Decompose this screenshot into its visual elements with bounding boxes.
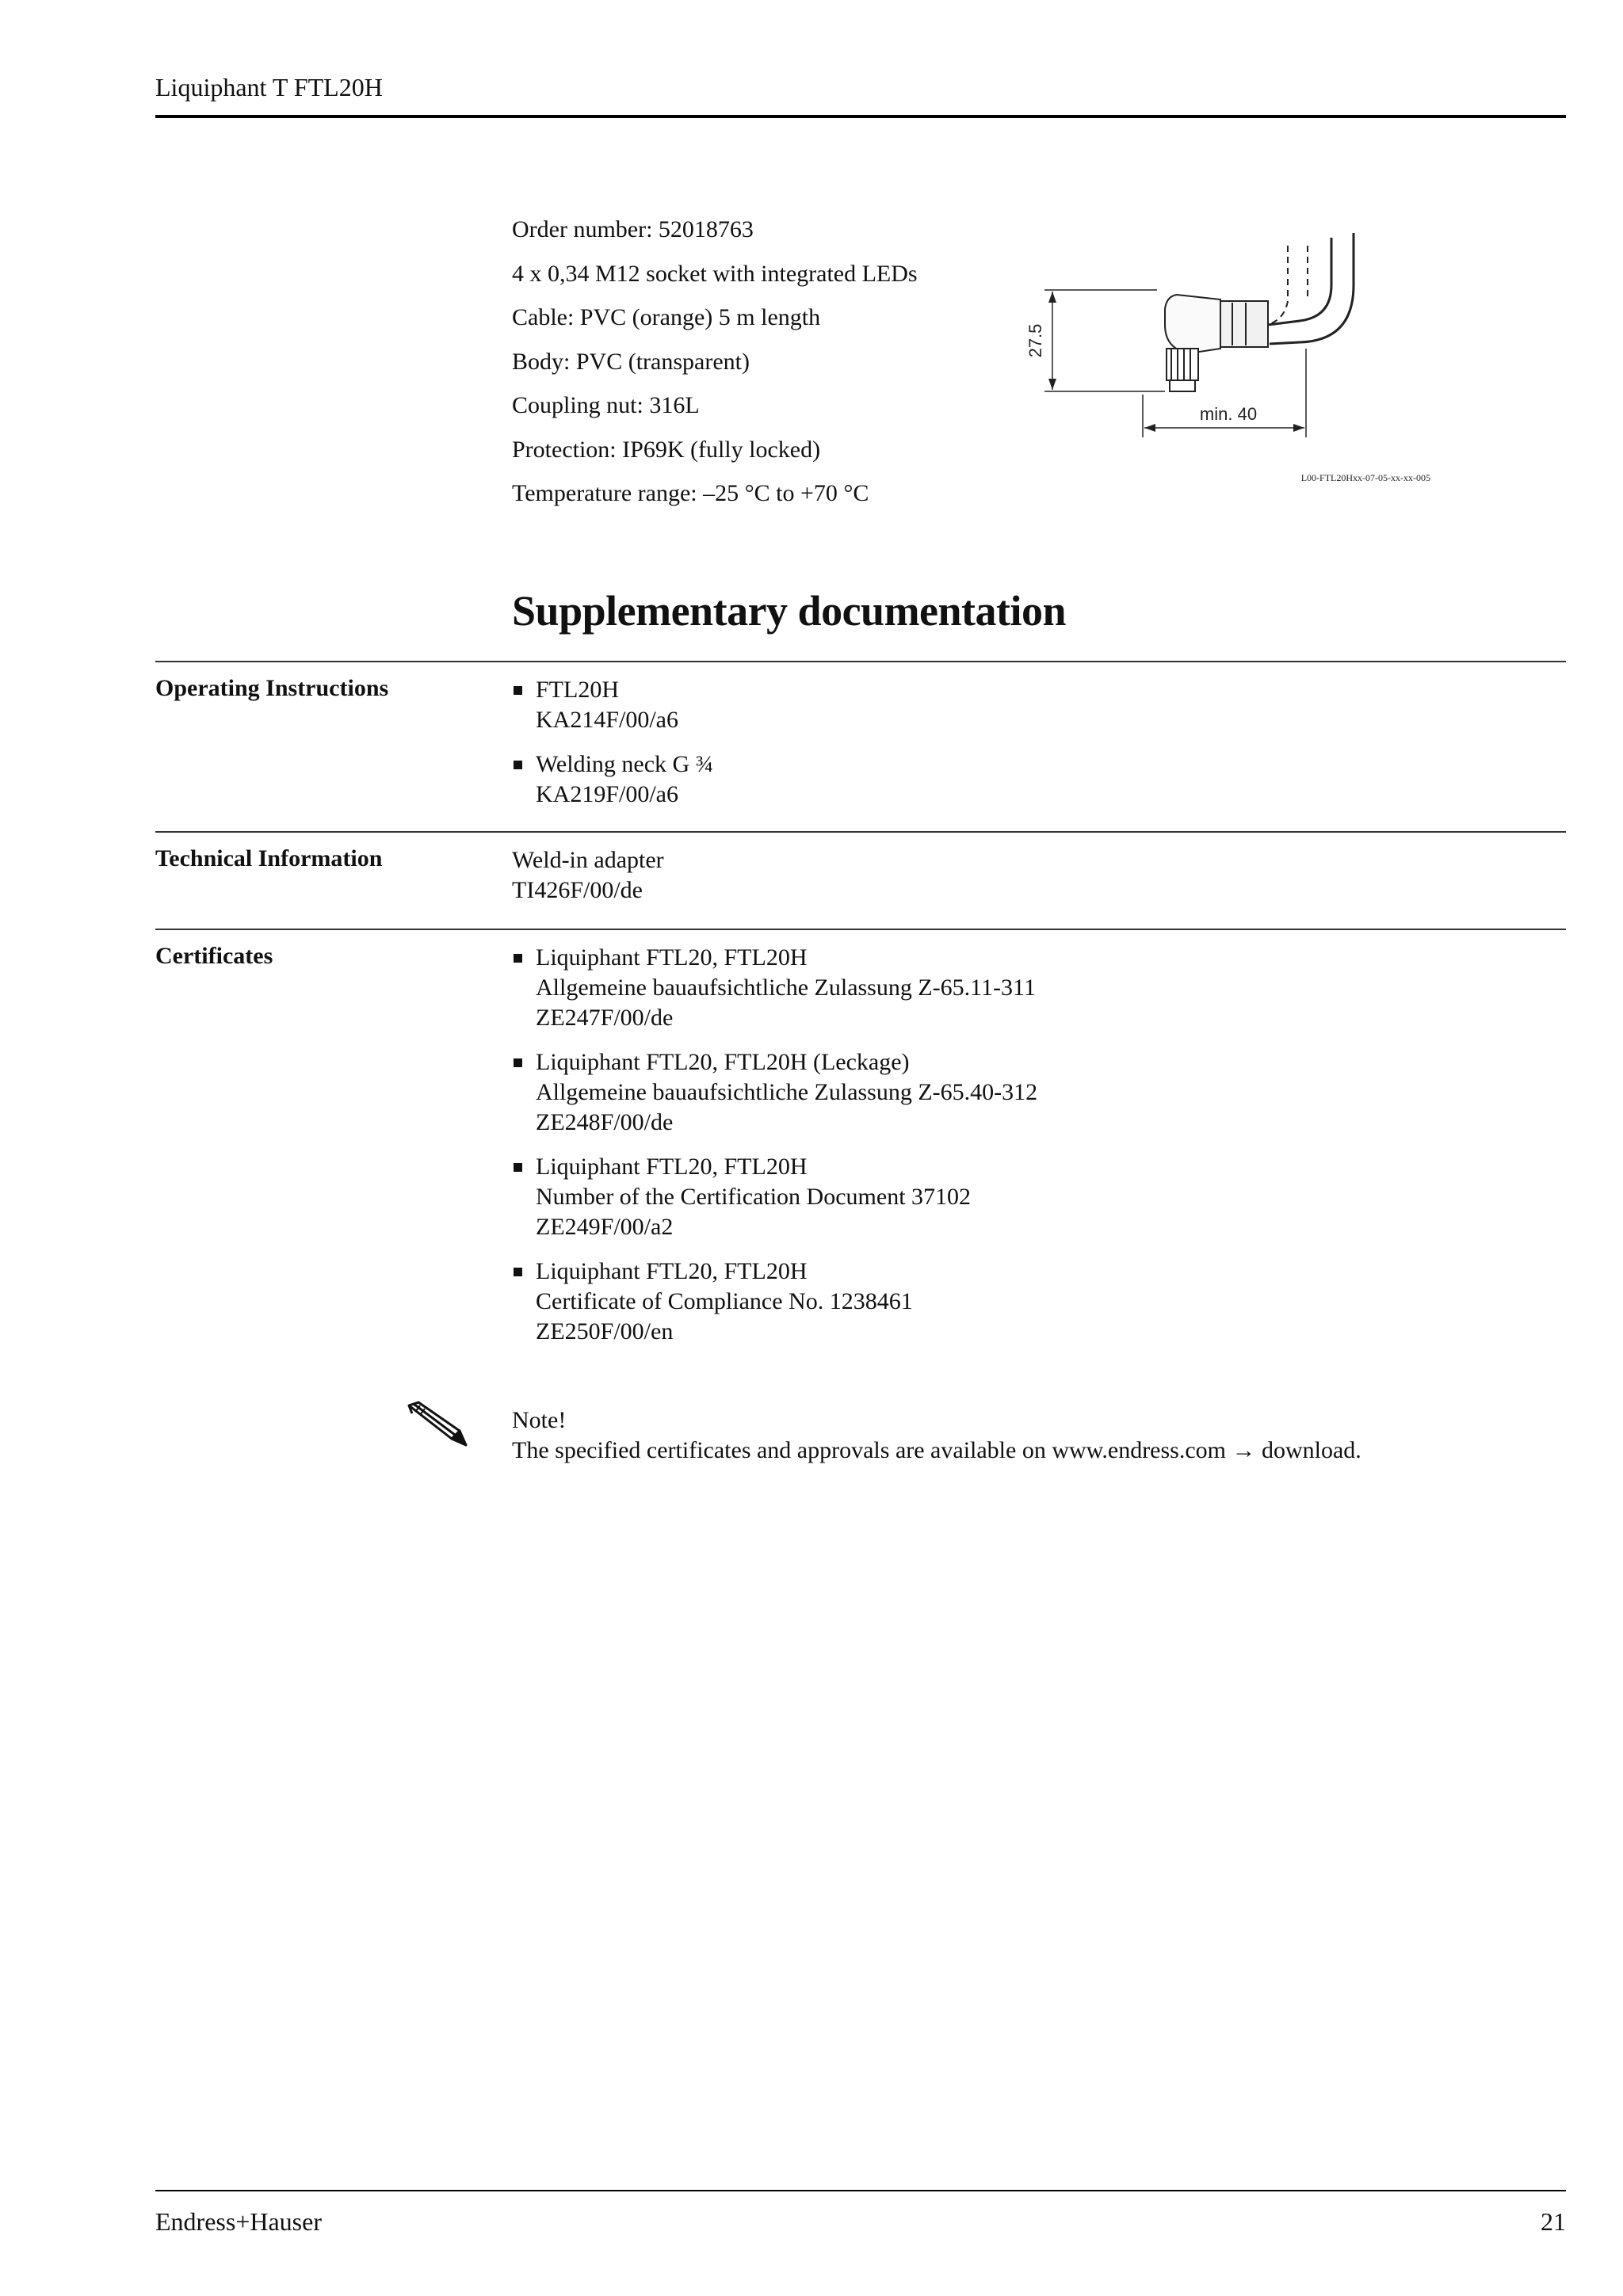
spec-line: Coupling nut: 316L [512, 392, 700, 418]
spec-line: Order number: 52018763 [512, 216, 754, 242]
section-rule [155, 929, 1566, 930]
list-item: FTL20H KA214F/00/a6 [512, 675, 713, 735]
bullet-icon [514, 954, 522, 963]
section-rule [155, 831, 1566, 833]
spec-line: Temperature range: –25 °C to +70 °C [512, 480, 869, 506]
header-rule [155, 115, 1566, 118]
certificates-list [512, 943, 1037, 1361]
list-item: Welding neck G ¾ KA219F/00/a6 [512, 749, 713, 810]
list-item: Liquiphant FTL20, FTL20H (Leckage) Allgemeine bauaufsichtliche Zulassung Z-65.40-312 ZE248F/00/de [512, 1047, 1037, 1138]
spec-line: Cable: PVC (orange) 5 m length [512, 304, 821, 330]
spec-line: Body: PVC (transparent) [512, 348, 750, 375]
section-title: Supplementary documentation [512, 587, 1067, 635]
section-rule [155, 661, 1566, 662]
footer-brand: Endress+Hauser [155, 2207, 322, 2236]
width-dimension-label: min. 40 [1199, 404, 1258, 424]
list-item: Liquiphant FTL20, FTL20H Allgemeine bauaufsichtliche Zulassung Z-65.11-311 ZE247F/00/de [512, 943, 1037, 1033]
figure-caption: L00-FTL20Hxx-07-05-xx-xx-005 [1300, 472, 1430, 483]
operating-instructions-list [512, 675, 713, 824]
list-item: Liquiphant FTL20, FTL20H Number of the Certification Document 37102 ZE249F/00/a2 [512, 1152, 1037, 1242]
certificates-label: Certificates [155, 943, 273, 969]
spec-list [512, 208, 918, 516]
note-text: The specified certificates and approvals are available on www.endress.com → download. [512, 1437, 1361, 1463]
bullet-icon [514, 1268, 522, 1276]
bullet-icon [514, 686, 522, 695]
operating-instructions-label: Operating Instructions [155, 675, 389, 701]
running-header: Liquiphant T FTL20H [155, 73, 383, 101]
technical-information-text: Weld-in adapter TI426F/00/de [512, 847, 664, 903]
spec-line: 4 x 0,34 M12 socket with integrated LEDs [512, 260, 918, 287]
bullet-icon [514, 761, 522, 769]
bullet-icon [514, 1058, 522, 1067]
note-title: Note! [512, 1407, 567, 1433]
note-block [512, 1405, 1361, 1466]
bullet-icon [514, 1163, 522, 1172]
footer-rule [155, 2190, 1566, 2191]
spec-line: Protection: IP69K (fully locked) [512, 436, 821, 463]
connector-drawing [1022, 230, 1450, 491]
page-number: 21 [1541, 2207, 1566, 2236]
height-dimension-label: 27.5 [1025, 323, 1045, 358]
technical-information-label: Technical Information [155, 845, 383, 871]
list-item: Liquiphant FTL20, FTL20H Certificate of Compliance No. 1238461 ZE250F/00/en [512, 1257, 1037, 1347]
pencil-icon [403, 1401, 469, 1448]
